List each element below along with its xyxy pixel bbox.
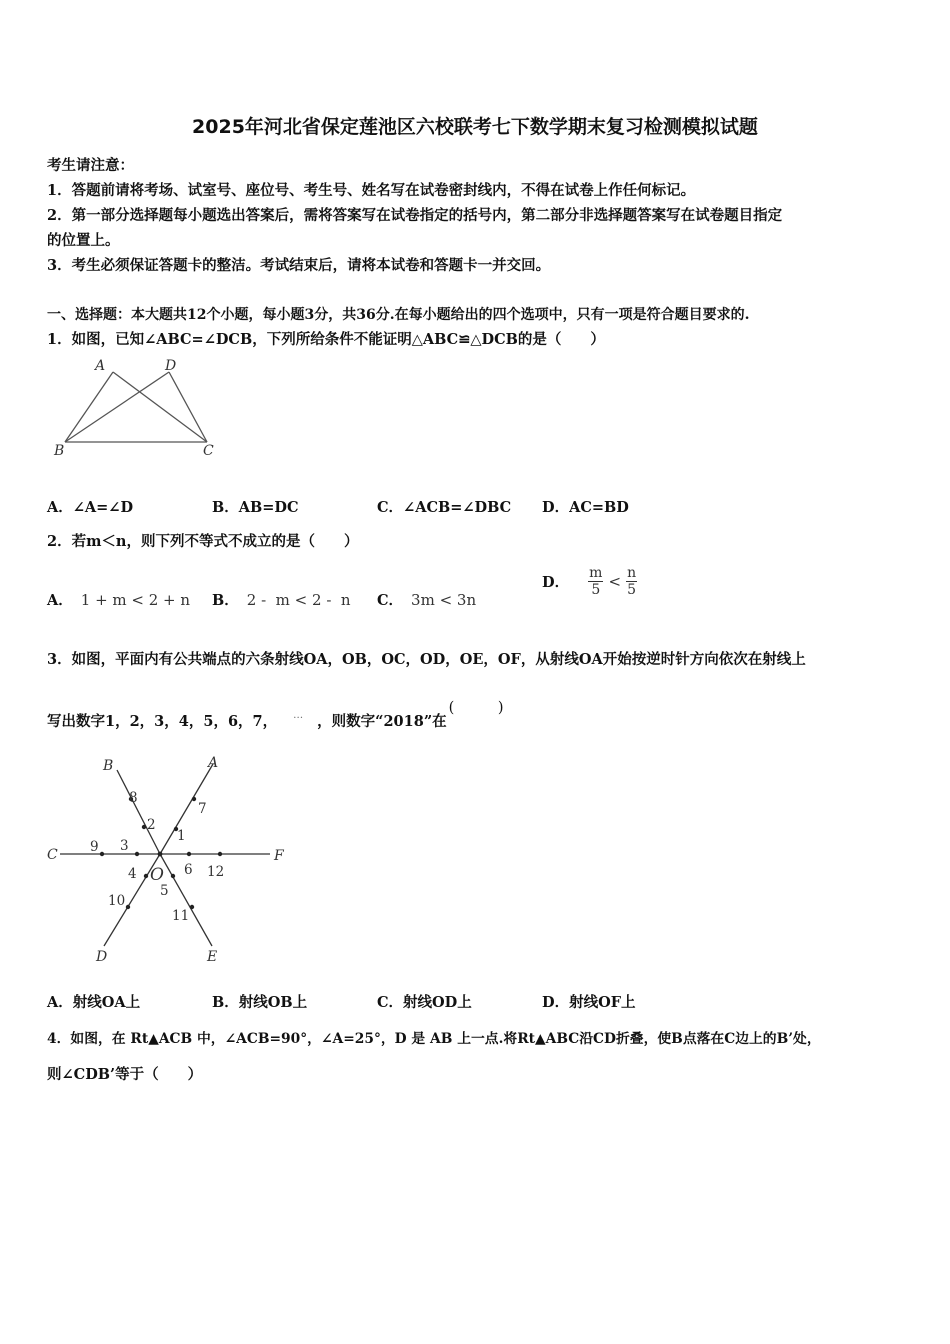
section-heading: 一、选择题：本大题共12个小题，每小题3分，共36分.在每小题给出的四个选项中，只有一项是符合题目要求的.: [47, 307, 750, 323]
number-1: 1: [177, 828, 186, 844]
point-2: [142, 825, 146, 829]
option-expression: 2 - m < 2 - n: [246, 591, 351, 609]
label-f: F: [274, 848, 284, 864]
segment-ac: [113, 372, 207, 442]
page-title: 2025年河北省保定莲池区六校联考七下数学期末复习检测模拟试题: [192, 116, 758, 138]
q2-option-b[interactable]: [212, 589, 351, 610]
q2-option-a[interactable]: [47, 589, 190, 610]
label-a: A: [208, 755, 219, 771]
label-d: D: [96, 949, 108, 965]
number-7: 7: [198, 801, 207, 817]
q2-stem-pre: 2．若: [47, 533, 87, 550]
label-e: E: [207, 949, 218, 965]
question-4-stem-2: 则∠CDB’等于（ ）: [47, 1066, 203, 1083]
q3-option-b[interactable]: B．射线OB上: [212, 994, 308, 1011]
point-6: [187, 852, 191, 856]
q3-option-a[interactable]: A．射线OA上: [47, 994, 141, 1011]
q1-option-b[interactable]: B．AB=DC: [212, 499, 299, 516]
q3-option-d[interactable]: D．射线OF上: [542, 994, 636, 1011]
q3-text: 写出数字1，2，3，4，5，6，7，: [47, 713, 278, 730]
label-d: D: [165, 358, 177, 374]
q3-rays-figure: [40, 750, 300, 970]
number-11: 11: [172, 908, 190, 924]
point-10: [126, 905, 130, 909]
notice-item: 1．答题前请将考场、试室号、座位号、考生号、姓名写在试卷密封线内，不得在试卷上作任何标记。: [47, 182, 696, 199]
q2-condition: m＜n: [86, 533, 127, 550]
q3-option-c[interactable]: C．射线OD上: [377, 994, 472, 1011]
q1-triangle-figure: [45, 355, 225, 465]
number-9: 9: [90, 839, 99, 855]
point-9: [100, 852, 104, 856]
q1-option-a[interactable]: A．∠A=∠D: [47, 499, 134, 516]
point-o: [158, 852, 163, 857]
question-3-stem: 3．如图，平面内有公共端点的六条射线OA，OB，OC，OD，OE，OF，从射线OA开始按逆时针方向依次在射线上: [47, 651, 806, 668]
option-letter: C．: [377, 592, 404, 609]
question-4-stem: 4．如图，在 Rt▲ACB 中，∠ACB=90°，∠A=25°，D 是 AB 上一点.将Rt▲ABC沿CD折叠，使B点落在C边上的B’处，: [47, 1031, 821, 1047]
answer-bracket: ( ): [448, 700, 504, 716]
segment-bd: [65, 372, 169, 442]
ellipsis: …: [293, 710, 304, 721]
point-12: [218, 852, 222, 856]
q1-option-c[interactable]: C．∠ACB=∠DBC: [377, 499, 512, 516]
number-5: 5: [160, 883, 169, 899]
label-c: C: [47, 847, 58, 863]
number-10: 10: [108, 893, 126, 909]
point-7: [192, 797, 196, 801]
option-letter: D．: [542, 574, 570, 591]
less-than-sign: <: [608, 572, 622, 591]
option-letter: B．: [212, 592, 239, 609]
number-6: 6: [184, 862, 193, 878]
segment-dc: [169, 372, 207, 442]
option-expression: 1 + m < 2 + n: [80, 591, 191, 609]
option-expression: 3m < 3n: [411, 591, 477, 609]
q3-text: ，则数字“2018”在: [317, 713, 447, 730]
label-o: O: [150, 865, 164, 885]
notice-item: 的位置上。: [47, 232, 120, 249]
label-b: B: [54, 443, 65, 459]
q1-option-d[interactable]: D．AC=BD: [542, 499, 629, 516]
label-a: A: [95, 358, 106, 374]
number-4: 4: [128, 866, 137, 882]
notice-item: 3．考生必须保证答题卡的整洁。考试结束后，请将本试卷和答题卡一并交回。: [47, 257, 551, 274]
point-5: [171, 874, 175, 878]
question-3-stem-2: [47, 700, 504, 731]
q2-option-c[interactable]: [377, 589, 476, 610]
point-4: [144, 874, 148, 878]
question-2-stem: [47, 530, 358, 551]
number-12: 12: [207, 864, 225, 880]
notice-item: 2．第一部分选择题每小题选出答案后，需将答案写在试卷指定的括号内，第二部分非选择题答案写在试卷题目指定: [47, 207, 783, 224]
question-1-stem: 1．如图，已知∠ABC=∠DCB，下列所给条件不能证明△ABC≌△DCB的是（ ）: [47, 331, 605, 348]
fraction-n-over-5: $\frac{n}{5}$: [627, 565, 637, 598]
segment-ba: [65, 372, 113, 442]
q2-stem-post: ，则下列不等式不成立的是（ ）: [126, 533, 359, 550]
number-2: 2: [147, 817, 156, 833]
point-3: [135, 852, 139, 856]
q2-option-d[interactable]: [542, 565, 637, 598]
number-8: 8: [129, 790, 138, 806]
notice-heading: 考生请注意：: [47, 157, 134, 174]
label-c: C: [203, 443, 214, 459]
point-11: [190, 905, 194, 909]
number-3: 3: [120, 838, 129, 854]
label-b: B: [103, 758, 114, 774]
option-letter: A．: [47, 592, 73, 609]
fraction-m-over-5: $\frac{m}{5}$: [589, 565, 603, 598]
